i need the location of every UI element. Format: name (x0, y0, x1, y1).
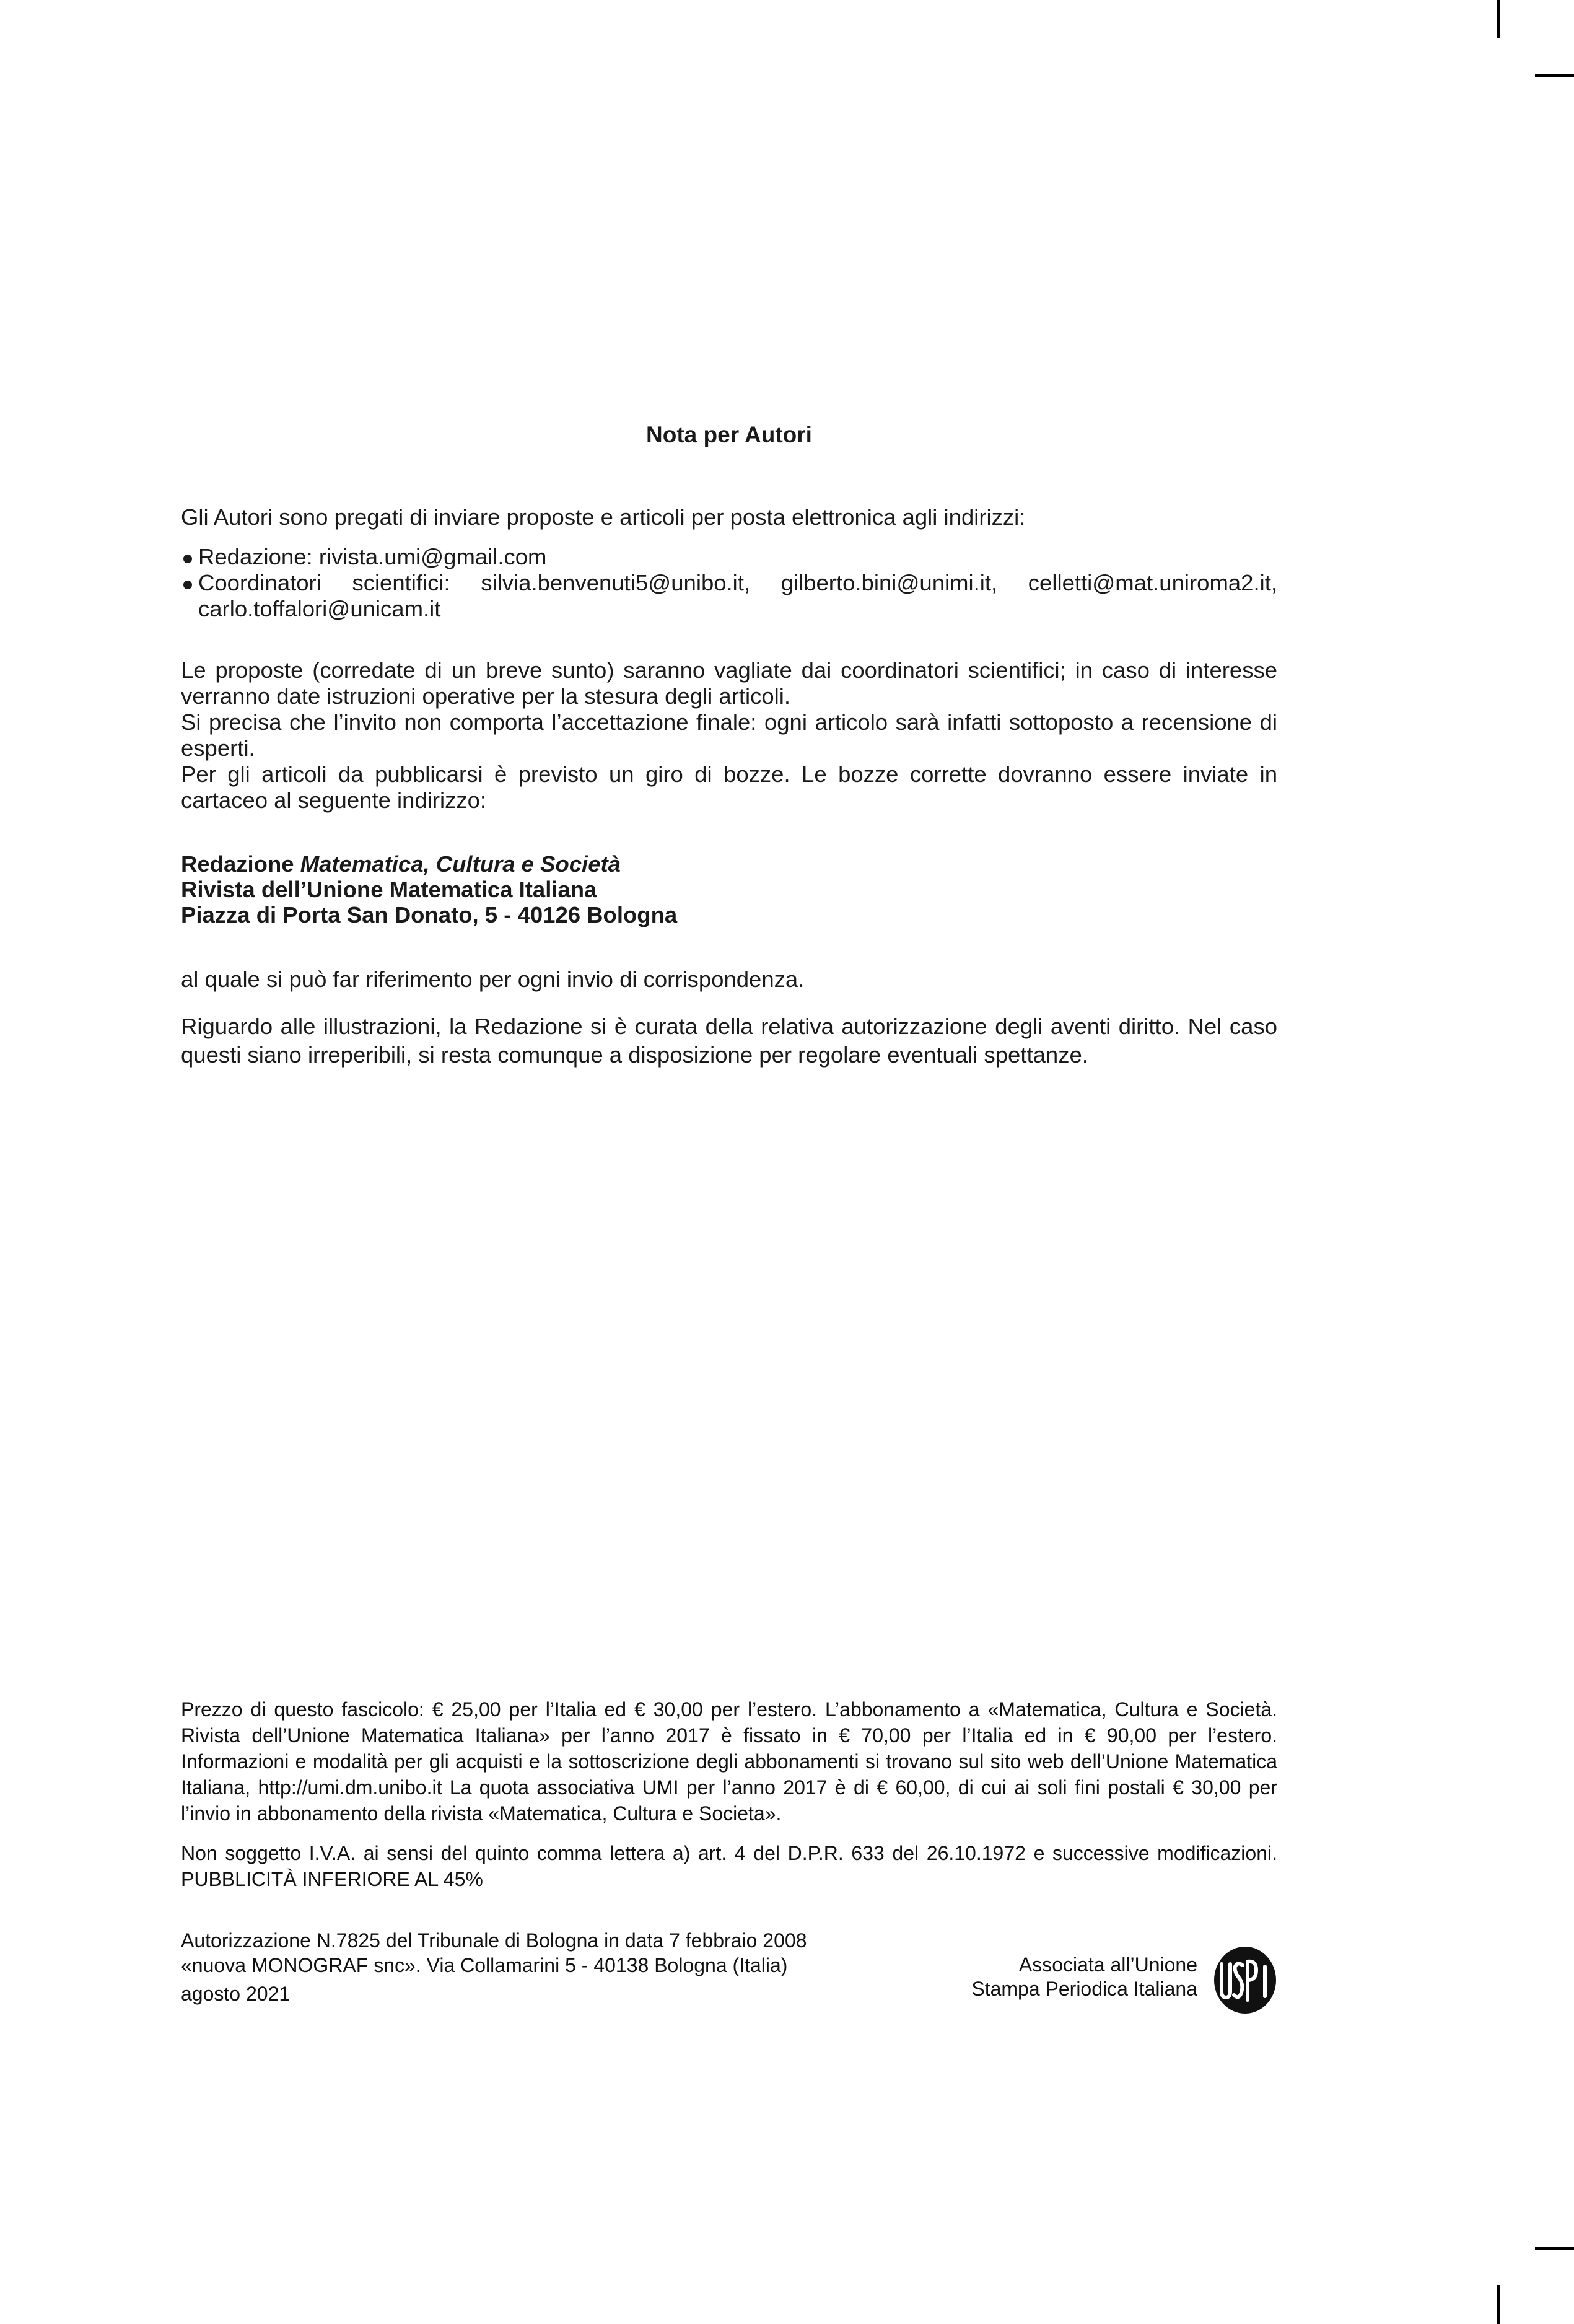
postal-address (181, 851, 1277, 927)
association-line-1: Associata all’Unione (1018, 1953, 1197, 1976)
contact-item-coordinatori (181, 570, 1277, 622)
publication-date: agosto 2021 (181, 1983, 291, 2005)
contact-list (181, 544, 1277, 622)
association-line-2: Stampa Periodica Italiana (971, 1978, 1197, 2000)
paragraph-acceptance: Si precisa che l’invito non comporta l’accettazione finale: ogni articolo sarà infatti sottoposto a recensione di esperti. (181, 709, 1277, 761)
uspi-logo-icon (1213, 1945, 1277, 2015)
contact-email[interactable]: rivista.umi@gmail.com (318, 544, 547, 569)
address-line-1 (181, 851, 1277, 877)
contact-label: Coordinatori scientifici: (198, 570, 450, 595)
after-address-paragraph: al quale si può far riferimento per ogni invio di corrispondenza. (181, 967, 805, 992)
page-title: Nota per Autori (646, 422, 812, 447)
intro-paragraph: Gli Autori sono pregati di inviare proposte e articoli per posta elettronica agli indirizzi: (181, 504, 1026, 530)
price-section (181, 1696, 1277, 1826)
address-prefix: Redazione (181, 851, 300, 877)
submission-notes (181, 657, 1277, 813)
vat-section (181, 1840, 1277, 1892)
illustrations-section (181, 1012, 1277, 1069)
contact-item-redazione (181, 544, 1277, 570)
printer-line: «nuova MONOGRAF snc». Via Collamarini 5 - 40138 Bologna (Italia) (181, 1954, 788, 1976)
price-paragraph: Prezzo di questo fascicolo: € 25,00 per l’Italia ed € 30,00 per l’estero. L’abbonamento a «Matematica, Cultura e Società. Rivista dell’Unione Matematica Italiana» per l’anno 2017 è fissato in € 70,00 per l’Italia ed in € 90,00 per l’estero. Informazioni e modalità per gli acquisti e la sottoscrizione degli abbonamenti si trovano sul sito web dell’Unione Matematica Italiana, http://umi.dm.unibo.it La quota associativa UMI per l’anno 2017 è di € 60,00, di cui ai soli fini postali € 30,00 per l’invio in abbonamento della rivista «Matematica, Cultura e Societa». (181, 1698, 1277, 1825)
crop-mark-top-vertical (1497, 0, 1500, 38)
paragraph-proposals: Le proposte (corredate di un breve sunto) saranno vagliate dai coordinatori scientifici; in caso di interesse verranno date istruzioni operative per la stesura degli articoli. (181, 657, 1277, 709)
bullet-icon (183, 581, 192, 589)
vat-paragraph: Non soggetto I.V.A. ai sensi del quinto comma lettera a) art. 4 del D.P.R. 633 del 26.10.1972 e successive modificazioni. PUBBLICITÀ INFERIORE AL 45% (181, 1842, 1277, 1890)
contact-label: Redazione: (198, 544, 313, 569)
bullet-icon (183, 555, 192, 563)
imprint (181, 1928, 807, 2006)
address-line-3: Piazza di Porta San Donato, 5 - 40126 Bologna (181, 902, 678, 927)
association-note (971, 1953, 1197, 2001)
correspondence-note (181, 967, 1277, 993)
crop-mark-bottom-horizontal (1535, 2247, 1574, 2250)
crop-mark-top-horizontal (1535, 74, 1574, 77)
intro-section (181, 504, 1277, 622)
address-line-2: Rivista dell’Unione Matematica Italiana (181, 877, 597, 902)
authorization-line: Autorizzazione N.7825 del Tribunale di Bologna in data 7 febbraio 2008 (181, 1929, 807, 1952)
crop-mark-bottom-vertical (1497, 2285, 1500, 2324)
illustrations-paragraph: Riguardo alle illustrazioni, la Redazione si è curata della relativa autorizzazione degli aventi diritto. Nel caso questi siano irreperibili, si resta comunque a disposizione per regolare eventuali spettanze. (181, 1014, 1277, 1068)
paragraph-proofs: Per gli articoli da pubblicarsi è previsto un giro di bozze. Le bozze corrette dovranno essere inviate in cartaceo al seguente indirizzo: (181, 761, 1277, 813)
journal-name: Matematica, Cultura e Società (300, 851, 621, 877)
contact-emails[interactable]: silvia.benvenuti5@unibo.it, gilberto.bini@unimi.it, celletti@mat.uniroma2.it, carlo.toffalori@unicam.it (198, 570, 1277, 621)
